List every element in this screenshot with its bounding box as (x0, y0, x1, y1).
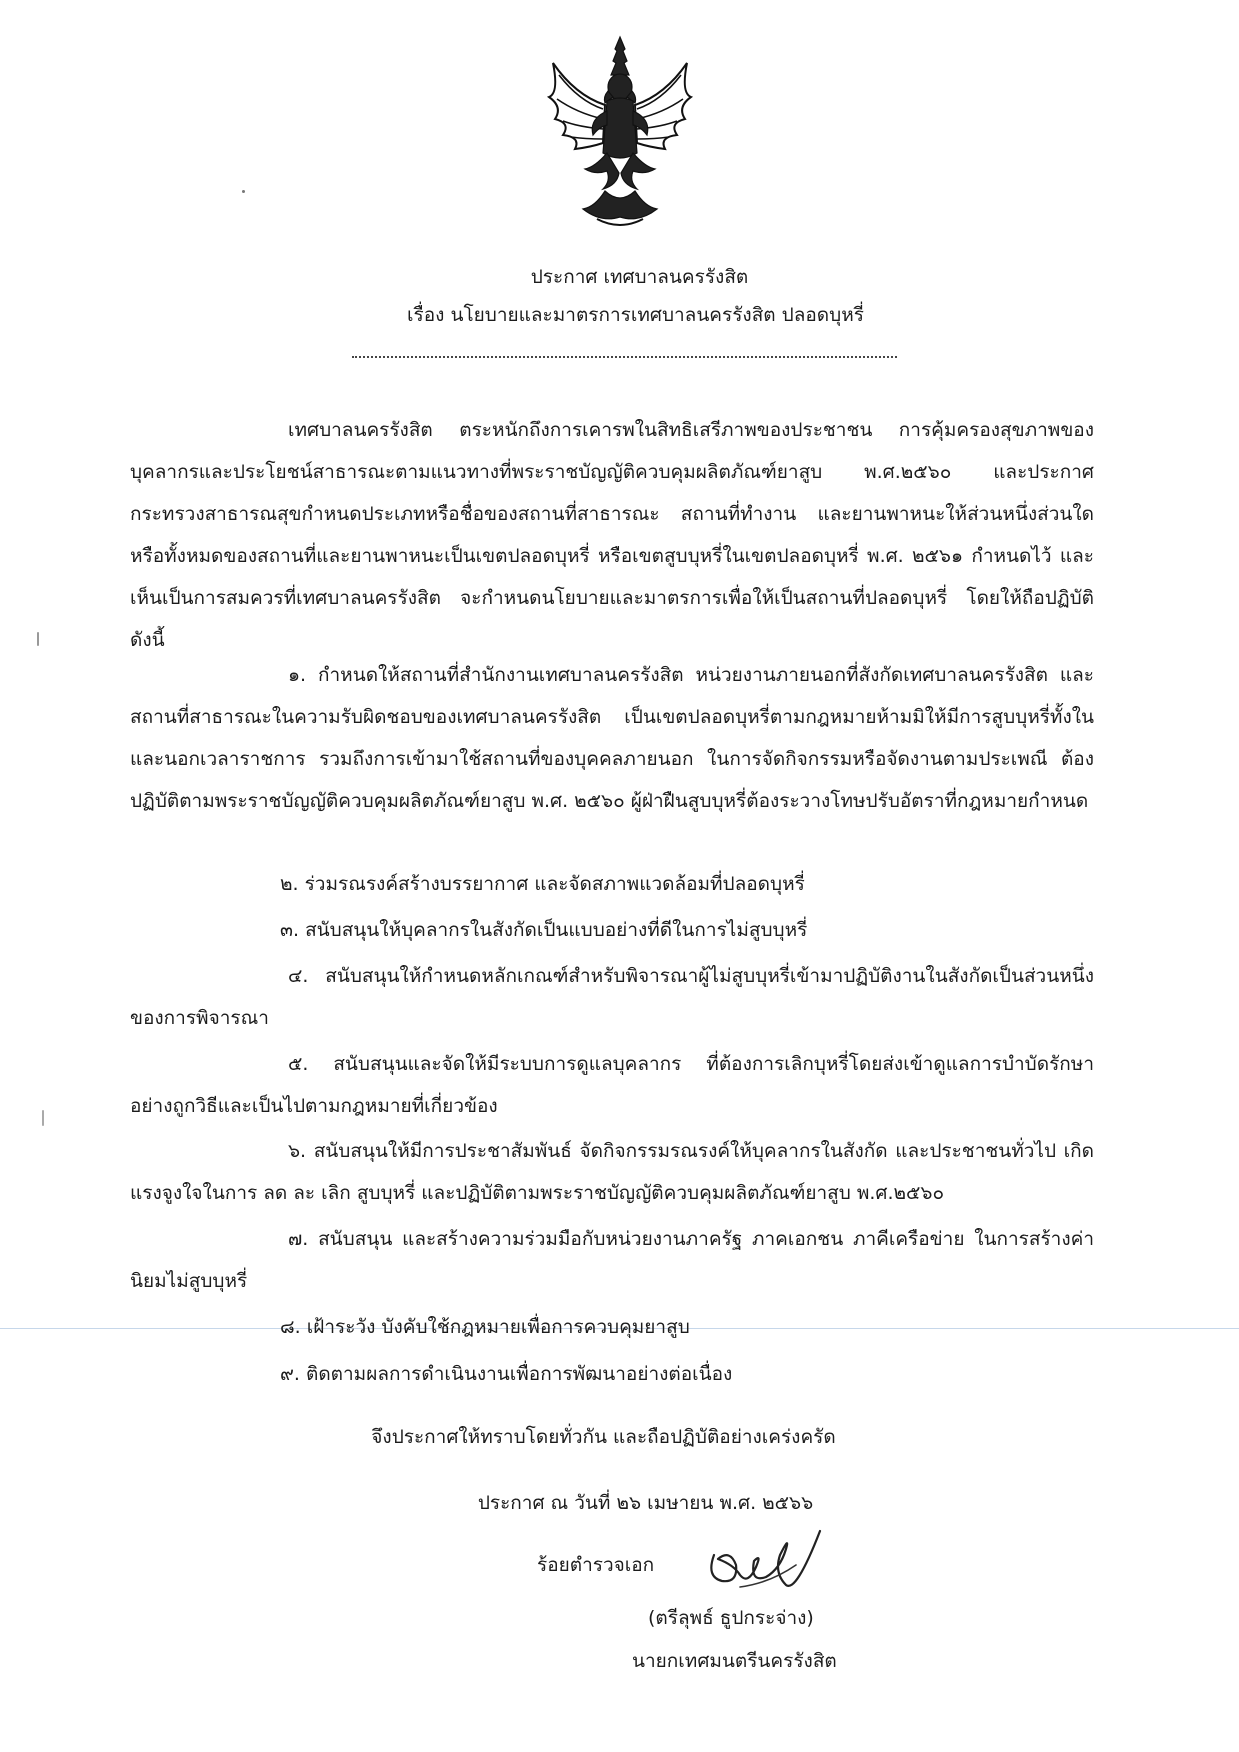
signer-rank: ร้อยตำรวจเอก (537, 1554, 655, 1576)
policy-item-6: ๖. สนับสนุนให้มีการประชาสัมพันธ์ จัดกิจกรรมรณรงค์ให้บุคลากรในสังกัด และประชาชนทั่วไป เกิดแรงจูงใจในการ ลด ละ เลิก สูบบุหรี่ และปฏิบัติตามพระราชบัญญัติควบคุมผลิตภัณฑ์ยาสูบ พ.ศ.๒๕๖๐ (130, 1140, 1094, 1204)
announcement-title: ประกาศ เทศบาลนครรังสิต (530, 266, 749, 288)
title-divider (352, 356, 897, 358)
policy-item-2: ๒. ร่วมรณรงค์สร้างบรรยากาศ และจัดสภาพแวดล้อมที่ปลอดบุหรี่ (280, 873, 805, 895)
policy-item-8: ๘. เฝ้าระวัง บังคับใช้กฎหมายเพื่อการควบคุมยาสูบ (280, 1316, 690, 1338)
announcement-date: ประกาศ ณ วันที่ ๒๖ เมษายน พ.ศ. ๒๕๖๖ (477, 1492, 814, 1514)
announcement-subject: เรื่อง นโยบายและมาตรการเทศบาลนครรังสิต ปลอดบุหรี่ (407, 304, 864, 326)
signer-name: (ตรีลุพธ์ ธูปกระจ่าง) (648, 1607, 814, 1629)
policy-item-4: ๔. สนับสนุนให้กำหนดหลักเกณฑ์สำหรับพิจารณาผู้ไม่สูบบุหรี่เข้ามาปฏิบัติงานในสังกัดเป็นส่วนหนึ่งของการพิจารณา (130, 965, 1094, 1029)
policy-item-1: ๑. กำหนดให้สถานที่สำนักงานเทศบาลนครรังสิต หน่วยงานภายนอกที่สังกัดเทศบาลนครรังสิต และสถานที่สาธารณะในความรับผิดชอบของเทศบาลนครรังสิต เป็นเขตปลอดบุหรี่ตามกฎหมายห้ามมิให้มีการสูบบุหรี่ทั้งในและนอกเวลาราชการ รวมถึงการเข้ามาใช้สถานที่ของบุคคลภายนอก ในการจัดกิจกรรมหรือจัดงานตามประเพณี ต้องปฏิบัติตามพระราชบัญญัติควบคุมผลิตภัณฑ์ยาสูบ พ.ศ. ๒๕๖๐ ผู้ฝ่าฝืนสูบบุหรี่ต้องระวางโทษปรับอัตราที่กฎหมายกำหนด (130, 664, 1094, 812)
intro-paragraph: เทศบาลนครรังสิต ตระหนักถึงการเคารพในสิทธิเสรีภาพของประชาชน การคุ้มครองสุขภาพของบุคลากรและประโยชน์สาธารณะตามแนวทางที่พระราชบัญญัติควบคุมผลิตภัณฑ์ยาสูบ พ.ศ.๒๕๖๐ และประกาศกระทรวงสาธารณสุขกำหนดประเภทหรือชื่อของสถานที่สาธารณะ สถานที่ทำงาน และยานพาหนะให้ส่วนหนึ่งส่วนใด หรือทั้งหมดของสถานที่และยานพาหนะเป็นเขตปลอดบุหรี่ หรือเขตสูบบุหรี่ในเขตปลอดบุหรี่ พ.ศ. ๒๕๖๑ กำหนดไว้ และเห็นเป็นการสมควรที่เทศบาลนครรังสิต จะกำหนดนโยบายและมาตรการเพื่อให้เป็นสถานที่ปลอดบุหรี่ โดยให้ถือปฏิบัติ ดังนี้ (130, 419, 1094, 651)
policy-item-7: ๗. สนับสนุน และสร้างความร่วมมือกับหน่วยงานภาครัฐ ภาคเอกชน ภาคีเครือข่าย ในการสร้างค่านิยมไม่สูบบุหรี่ (130, 1228, 1094, 1292)
closing-statement: จึงประกาศให้ทราบโดยทั่วกัน และถือปฏิบัติอย่างเคร่งครัด (371, 1426, 836, 1448)
signer-position: นายกเทศมนตรีนครรังสิต (632, 1650, 837, 1672)
garuda-emblem-icon (545, 35, 695, 230)
policy-item-9: ๙. ติดตามผลการดำเนินงานเพื่อการพัฒนาอย่างต่อเนื่อง (280, 1363, 733, 1385)
policy-item-3: ๓. สนับสนุนให้บุคลากรในสังกัดเป็นแบบอย่างที่ดีในการไม่สูบบุหรี่ (280, 919, 808, 941)
policy-item-5: ๕. สนับสนุนและจัดให้มีระบบการดูแลบุคลากร ที่ต้องการเลิกบุหรี่โดยส่งเข้าดูแลการบำบัดรักษาอย่างถูกวิธีและเป็นไปตามกฎหมายที่เกี่ยวข้อง (130, 1053, 1094, 1117)
scan-speck (42, 1110, 44, 1126)
handwritten-signature (700, 1525, 825, 1600)
scan-speck (242, 190, 245, 193)
scan-speck (37, 632, 39, 646)
